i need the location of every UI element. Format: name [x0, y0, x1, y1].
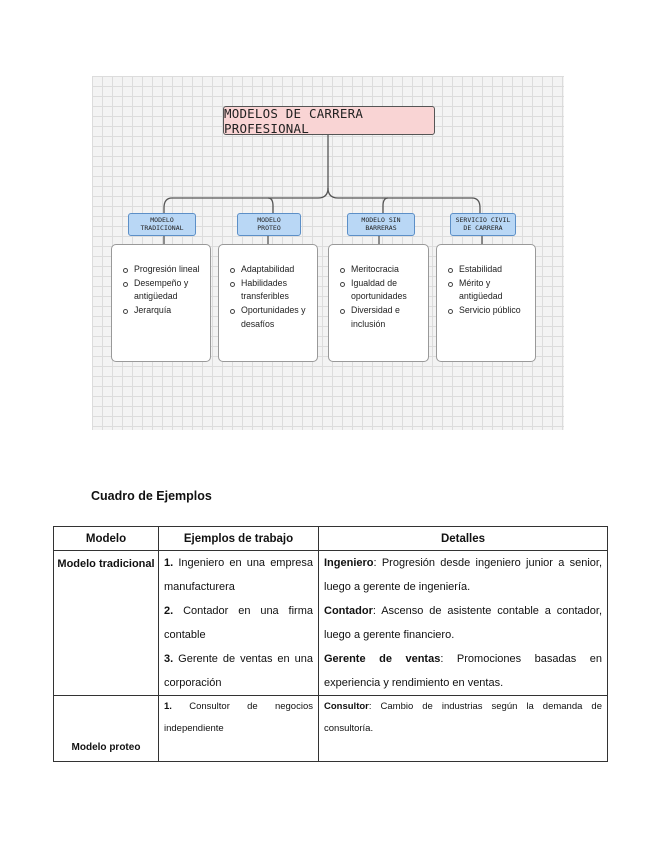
card-modelo-tradicional — [111, 244, 211, 362]
list-item: Servicio público — [447, 304, 529, 318]
career-models-diagram — [92, 76, 564, 430]
model-name: Modelo tradicional — [54, 551, 159, 696]
examples-table — [53, 526, 608, 762]
example-number: 1. — [164, 557, 174, 569]
list-item: Adaptabilidad — [229, 263, 311, 277]
detail-entry — [324, 696, 602, 740]
example-text: Ingeniero en una empresa manufacturera — [164, 557, 313, 593]
list-item: Progresión lineal — [122, 263, 204, 277]
detail-text: : Ascenso de asistente contable a contador, luego a gerente financiero. — [324, 605, 602, 641]
card-servicio-civil — [436, 244, 536, 362]
detail-term: Contador — [324, 605, 373, 617]
list-item: Jerarquía — [122, 304, 204, 318]
detail-term: Ingeniero — [324, 557, 374, 569]
section-title: Cuadro de Ejemplos — [91, 489, 212, 503]
category-modelo-sin-barreras: MODELO SIN BARRERAS — [347, 213, 415, 236]
table-row — [54, 696, 608, 762]
model-name: Modelo proteo — [54, 696, 159, 762]
list-item: Diversidad e inclusión — [339, 304, 422, 331]
category-modelo-tradicional: MODELO TRADICIONAL — [128, 213, 196, 236]
list-item: Igualdad de oportunidades — [339, 277, 422, 304]
detail-term: Consultor — [324, 701, 369, 712]
detail-term: Gerente de ventas — [324, 653, 441, 665]
example-number: 1. — [164, 701, 172, 712]
examples-cell — [159, 696, 319, 762]
category-servicio-civil: SERVICIO CIVIL DE CARRERA — [450, 213, 516, 236]
header-detalles: Detalles — [319, 527, 608, 551]
header-ejemplos: Ejemplos de trabajo — [159, 527, 319, 551]
example-text: Consultor de negocios independiente — [164, 701, 313, 734]
examples-cell — [159, 551, 319, 696]
example-entry — [164, 696, 313, 740]
list-item: Meritocracia — [339, 263, 422, 277]
list-item: Oportunidades y desafíos — [229, 304, 311, 331]
example-number: 3. — [164, 653, 174, 665]
example-text: Gerente de ventas en una corporación — [164, 653, 313, 689]
detail-entry — [324, 551, 602, 599]
example-entry — [164, 599, 313, 647]
detail-text: : Cambio de industrias según la demanda de consultoría. — [324, 701, 602, 734]
list-item: Estabilidad — [447, 263, 529, 277]
detail-entry — [324, 647, 602, 695]
table-row — [54, 551, 608, 696]
example-text: Contador en una firma contable — [164, 605, 314, 641]
card-modelo-proteo — [218, 244, 318, 362]
detail-text: : Promociones basadas en experiencia y rendimiento en ventas. — [324, 653, 602, 689]
example-entry — [164, 551, 313, 599]
category-modelo-proteo: MODELO PROTEO — [237, 213, 301, 236]
list-item: Mérito y antigüedad — [447, 277, 529, 304]
diagram-root-title: MODELOS DE CARRERA PROFESIONAL — [223, 106, 435, 135]
example-number: 2. — [164, 605, 174, 617]
detail-text: : Progresión desde ingeniero junior a senior, luego a gerente de ingeniería. — [324, 557, 602, 593]
header-modelo: Modelo — [54, 527, 159, 551]
details-cell — [319, 551, 608, 696]
example-entry — [164, 647, 313, 695]
detail-entry — [324, 599, 602, 647]
table-header-row — [54, 527, 608, 551]
list-item: Habilidades transferibles — [229, 277, 311, 304]
list-item: Desempeño y antigüedad — [122, 277, 204, 304]
details-cell — [319, 696, 608, 762]
card-modelo-sin-barreras — [328, 244, 429, 362]
